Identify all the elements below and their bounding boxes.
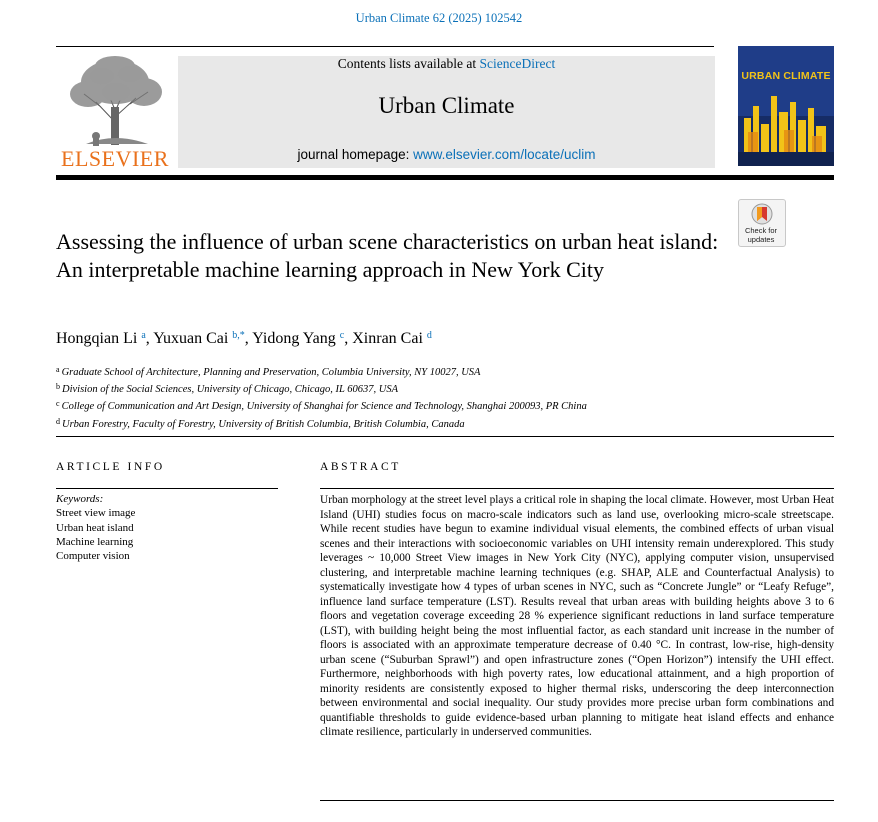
author-name: Yuxuan Cai <box>153 330 229 347</box>
journal-cover[interactable] <box>738 46 834 166</box>
keywords-label: Keywords: <box>56 493 104 505</box>
affiliation-list <box>56 363 816 432</box>
affiliation-mark: d <box>56 416 60 426</box>
author-name: Hongqian Li <box>56 330 138 347</box>
author-name: Yidong Yang <box>252 330 336 347</box>
keyword-item: Machine learning <box>56 535 134 548</box>
author-list <box>56 330 756 348</box>
bookmark-icon <box>739 200 785 228</box>
affiliation-item <box>56 415 816 432</box>
keyword-item: Computer vision <box>56 550 130 563</box>
affiliation-mark: b <box>56 382 60 392</box>
homepage-prefix: journal homepage: <box>297 147 414 162</box>
article-info-rule <box>56 488 278 489</box>
keyword-item: Street view image <box>56 507 136 520</box>
contents-prefix: Contents lists available at <box>337 56 480 71</box>
keywords-block <box>56 492 278 563</box>
check-for-updates-label: Check for updates <box>744 226 778 244</box>
author-separator: , <box>344 330 353 347</box>
abstract-end-rule <box>320 800 834 801</box>
affiliation-item <box>56 397 816 414</box>
affiliation-item <box>56 363 816 380</box>
affiliation-text: Division of the Social Sciences, University of Chicago, Chicago, IL 60637, USA <box>62 384 399 396</box>
affiliation-text: Urban Forestry, Faculty of Forestry, University of British Columbia, British Columbia, Canada <box>62 418 465 430</box>
abstract-rule <box>320 488 834 489</box>
author-name: Xinran Cai <box>352 330 423 347</box>
author-affiliation-mark[interactable]: b,* <box>232 330 245 341</box>
author-affiliation-mark[interactable]: c <box>339 330 345 341</box>
abstract-text: Urban morphology at the street level plays a critical role in shaping the local climate. However, most Urban Heat Island (UHI) studies focus on macro-scale indicators such as land use, overlooking micro-scale streetscape. While recent studies have begun to examine individual visual elements, the combined effects of urban visual scenes and their interactions with socioeconomic variables on UHI intensity remain underexplored. This study leverages ~ 10,000 Street View images in New York City (NYC), applying computer vision, unsupervised clustering, and interpretable machine learning techniques (e.g. SHAP, ALE and Counterfactual Analysis) to systematically investigate how 4 types of urban scenes in NYC, such as “Concrete Jungle” or “Leafy Refuge”, influence land surface temperature (LST). Results reveal that urban areas with building heights above 3 to 6 floors and vegetation coverage exceeding 28 % experience significant reductions in land surface temperature (LST), with building height being the most influential factor, as each standard unit increase in the number of floors is associated with an approximate temperature decrease of 0.40 °C. In contrast, low-rise, high-density urban scene (“Suburban Sprawl”) and open infrastructure zones (“Open Horizon”) intensify the UHI effect. Furthermore, neighborhoods with high poverty rates, low educational attainment, and a high proportion of minority residents are consistently exposed to higher thermal risks, underscoring the deep interconnection between environmental and social inequality. Our study provides more precise urban form combinations and quantifiable thresholds to guide evidence-based urban planning to mitigate heat island effects and enhance climate resilience, particularly in underserved communities. <box>320 494 834 738</box>
journal-citation[interactable]: Urban Climate 62 (2025) 102542 <box>355 11 523 25</box>
author-separator: , <box>145 330 154 347</box>
article-info-heading: ARTICLE INFO <box>56 461 165 473</box>
contents-line <box>178 56 715 72</box>
abstract-heading: ABSTRACT <box>320 461 401 473</box>
header-top-rule <box>56 46 714 47</box>
affiliation-mark: c <box>56 399 60 409</box>
keyword-item: Urban heat island <box>56 521 134 534</box>
affiliation-text: College of Communication and Art Design, University of Shanghai for Science and Technology, Shanghai 200093, PR China <box>61 401 587 413</box>
homepage-line <box>178 147 715 162</box>
paper-title: Assessing the influence of urban scene characteristics on urban heat island: An interpretable machine learning approach in New York City <box>56 229 719 282</box>
affiliation-mark: a <box>56 365 60 374</box>
cover-title: URBAN CLIMATE <box>741 70 831 82</box>
header-bottom-rule <box>56 175 834 180</box>
publisher-name: ELSEVIER <box>61 146 169 171</box>
section-divider <box>56 436 834 437</box>
author-affiliation-mark[interactable]: d <box>426 330 432 341</box>
author-separator: , <box>244 330 253 347</box>
homepage-link[interactable]: www.elsevier.com/locate/uclim <box>413 147 596 162</box>
sciencedirect-link[interactable]: ScienceDirect <box>479 56 556 71</box>
affiliation-item <box>56 380 816 397</box>
author-affiliation-mark[interactable]: a <box>141 330 146 341</box>
journal-title: Urban Climate <box>378 93 515 118</box>
affiliation-text: Graduate School of Architecture, Planning and Preservation, Columbia University, NY 10027, USA <box>61 367 481 378</box>
